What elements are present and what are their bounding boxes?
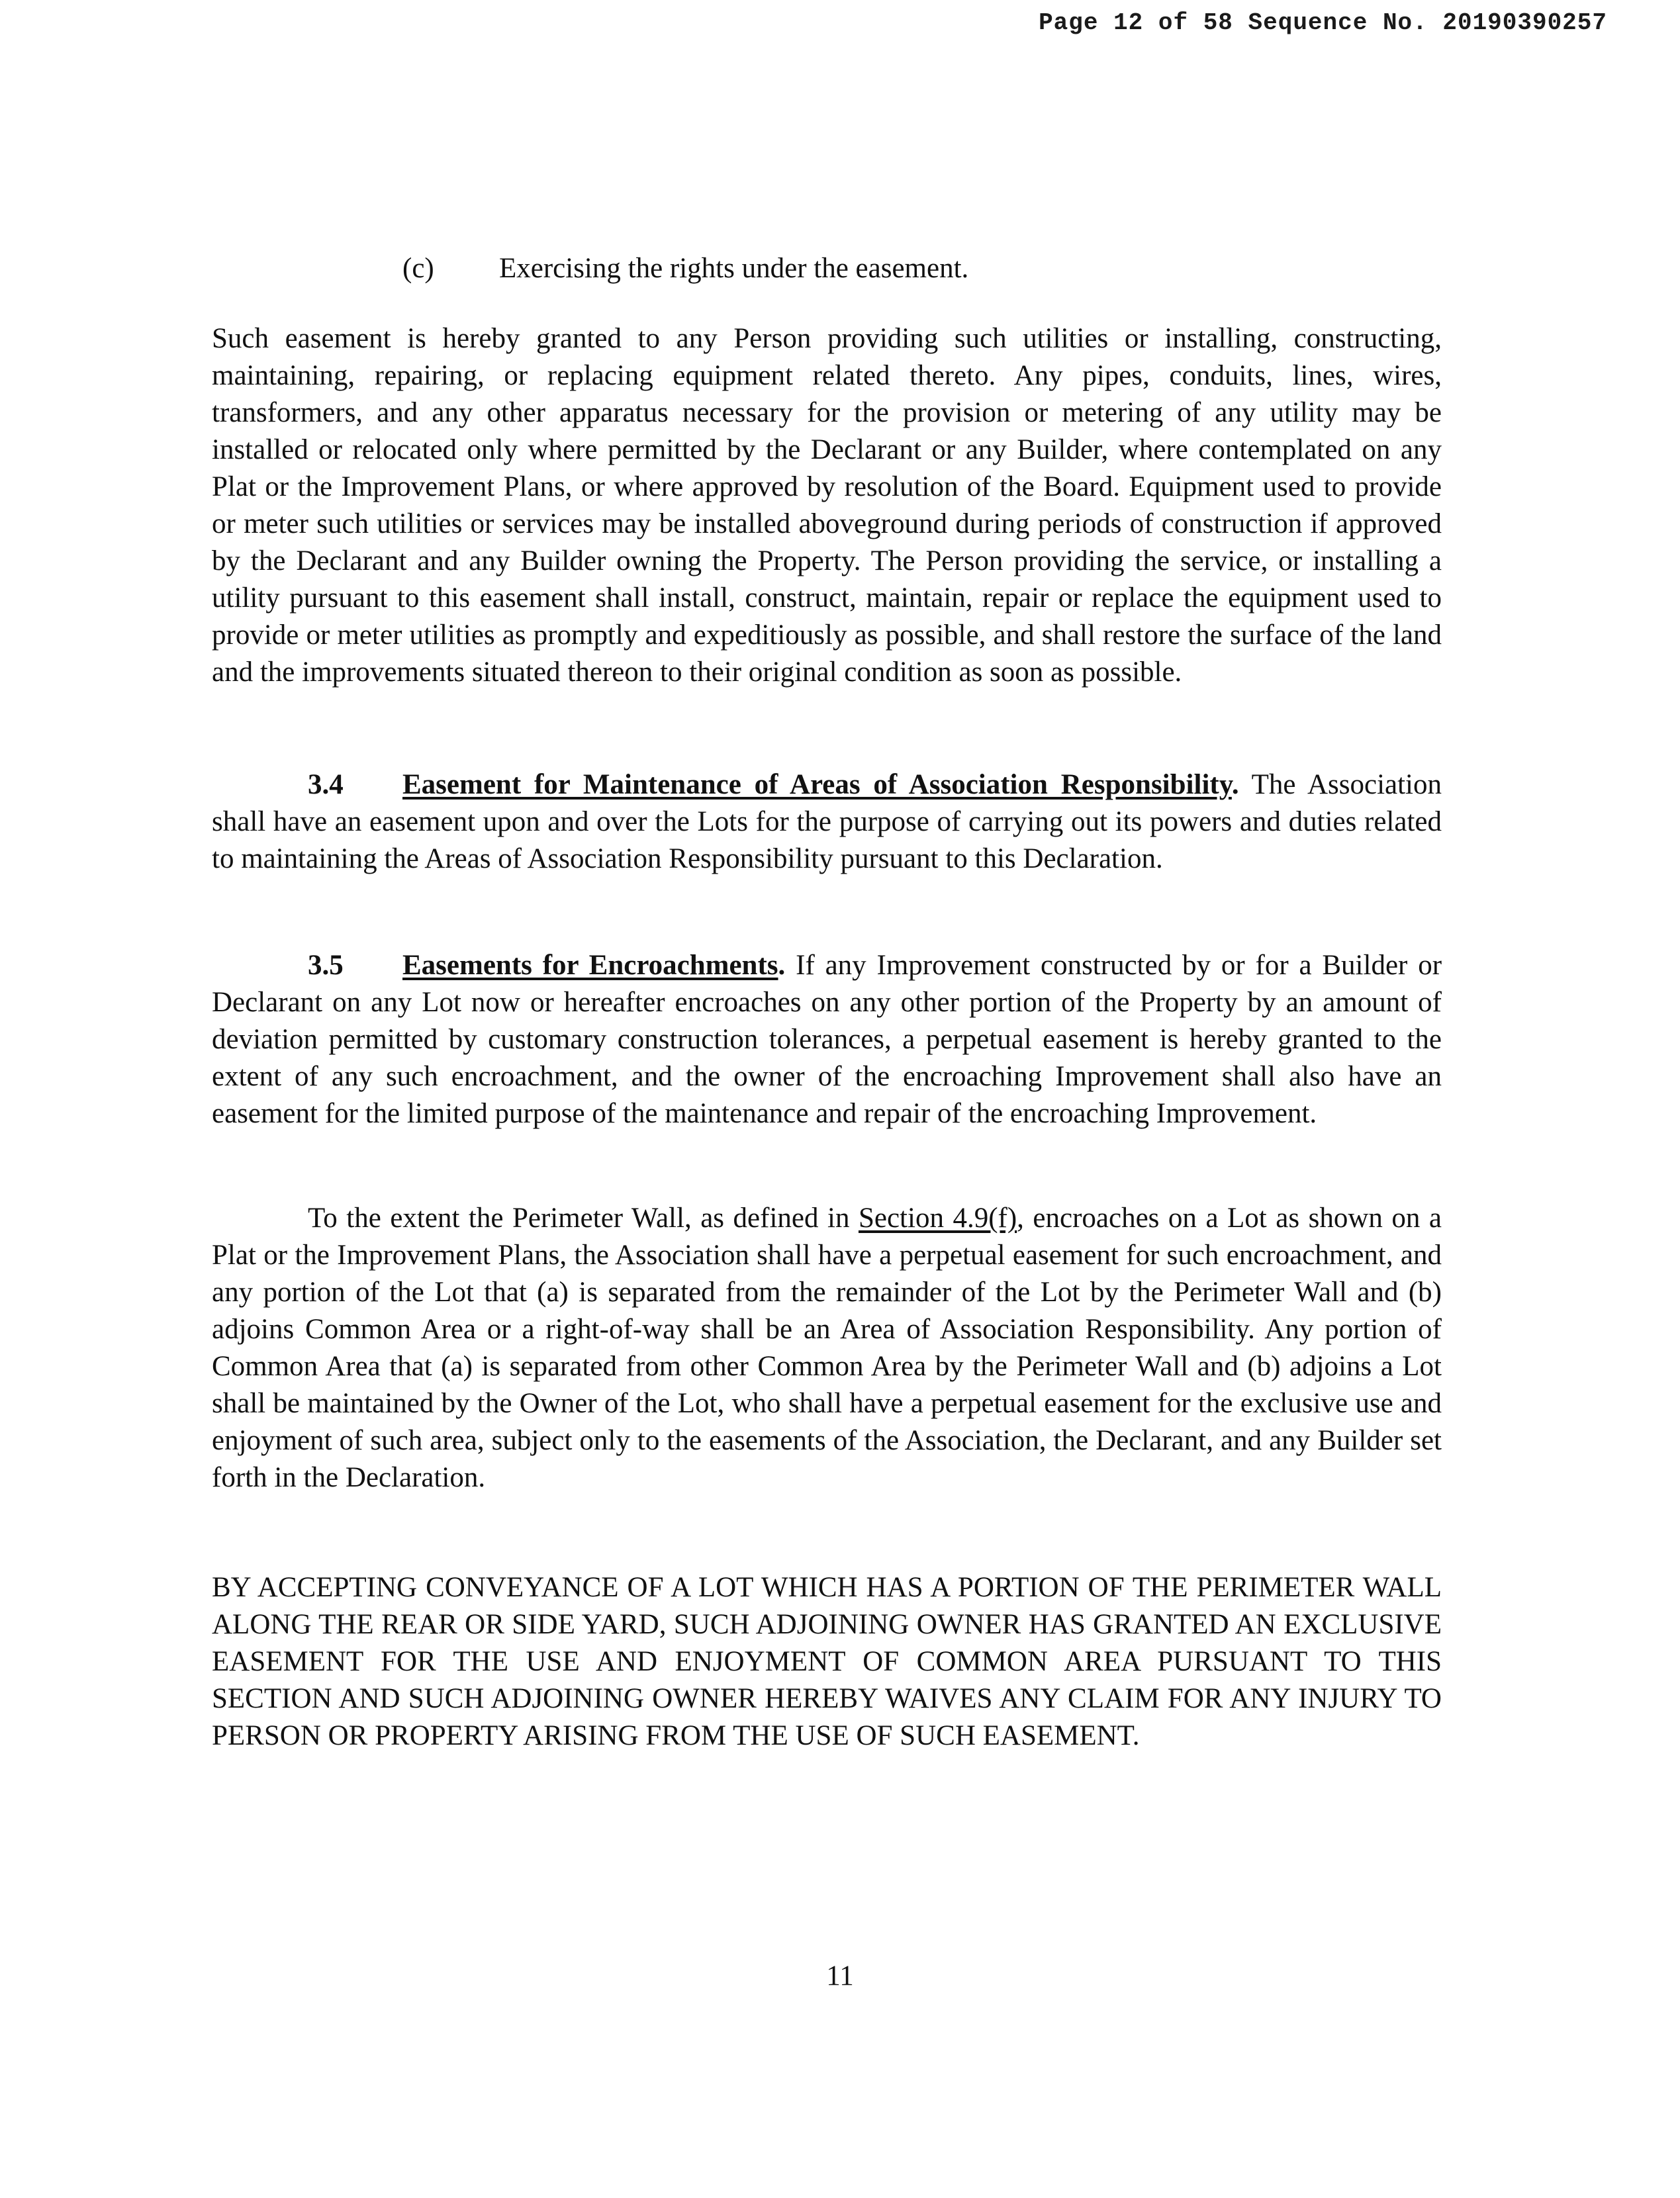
section-reference-link[interactable]: Section 4.9(f) — [858, 1203, 1017, 1234]
list-item-label: (c) — [402, 253, 434, 284]
section-text: The Association shall have an easement upon and over the Lots for the purpose of carrying out its powers and duties related to maintaining the Areas of Association Responsibility pursuant to this Declaration. — [212, 769, 1442, 874]
section-title: Easements for Encroachments — [402, 950, 778, 981]
section-3-4: 3.4 Easement for Maintenance of Areas of Association Responsibility. The Association shall have an easement upon and over the Lots for the purpose of carrying out its powers and duties related to maintaining the Areas of Association Responsibility pursuant to this Declaration. — [212, 766, 1442, 878]
section-text: If any Improvement constructed by or for a Builder or Declarant on any Lot now or hereafter encroaches on any other portion of the Property by an amount of deviation permitted by customary construction tolerances, a perpetual easement is hereby granted to the extent of any such encroachment, and the owner of the encroaching Improvement shall also have an easement for the limited purpose of the maintenance and repair of the encroaching Improvement. — [212, 950, 1442, 1129]
list-item-text: Exercising the rights under the easement. — [499, 253, 969, 284]
section-title: Easement for Maintenance of Areas of Association Responsibility — [402, 769, 1232, 800]
page-header: Page 12 of 58 Sequence No. 20190390257 — [1039, 9, 1607, 36]
paragraph-perimeter-wall: To the extent the Perimeter Wall, as defined in Section 4.9(f), encroaches on a Lot as shown on a Plat or the Improvement Plans, the Association shall have a perpetual easement for such encroachment, and any portion of the Lot that (a) is separated from the remainder of the Lot by the Perimeter Wall and (b) adjoins Common Area or a right-of-way shall be an Area of Association Responsibility. Any portion of Common Area that (a) is separated from other Common Area by the Perimeter Wall and (b) adjoins a Lot shall be maintained by the Owner of the Lot, who shall have a perpetual easement for the exclusive use and enjoyment of such area, subject only to the easements of the Association, the Declarant, and any Builder set forth in the Declaration. — [212, 1203, 1442, 1493]
section-number: 3.5 — [308, 950, 344, 981]
list-item-c — [402, 250, 968, 287]
page-number: 11 — [826, 1960, 854, 1992]
section-3-5: 3.5 Easements for Encroachments. If any Improvement constructed by or for a Builder or Declarant on any Lot now or hereafter encroaches on any other portion of the Property by an amount of deviation permitted by customary construction tolerances, a perpetual easement is hereby granted to the extent of any such encroachment, and the owner of the encroaching Improvement shall also have an easement for the limited purpose of the maintenance and repair of the encroaching Improvement. — [212, 947, 1442, 1132]
section-number: 3.4 — [308, 769, 344, 800]
paragraph-waiver-caps: BY ACCEPTING CONVEYANCE OF A LOT WHICH HAS A PORTION OF THE PERIMETER WALL ALONG THE REAR OR SIDE YARD, SUCH ADJOINING OWNER HAS GRANTED AN EXCLUSIVE EASEMENT FOR THE USE AND ENJOYMENT OF COMMON AREA PURSUANT TO THIS SECTION AND SUCH ADJOINING OWNER HEREBY WAIVES ANY CLAIM FOR ANY INJURY TO PERSON OR PROPERTY ARISING FROM THE USE OF SUCH EASEMENT. — [212, 1572, 1442, 1751]
paragraph-utilities: Such easement is hereby granted to any Person providing such utilities or installing, constructing, maintaining, repairing, or replacing equipment related thereto. Any pipes, conduits, lines, wires, transformers, and any other apparatus necessary for the provision or metering of any utility may be installed or relocated only where permitted by the Declarant or any Builder, where contemplated on any Plat or the Improvement Plans, or where approved by resolution of the Board. Equipment used to provide or meter such utilities or services may be installed aboveground during periods of construction if approved by the Declarant and any Builder owning the Property. The Person providing the service, or installing a utility pursuant to this easement shall install, construct, maintain, repair or replace the equipment used to provide or meter utilities as promptly and expeditiously as possible, and shall restore the surface of the land and the improvements situated thereon to their original condition as soon as possible. — [212, 323, 1442, 688]
